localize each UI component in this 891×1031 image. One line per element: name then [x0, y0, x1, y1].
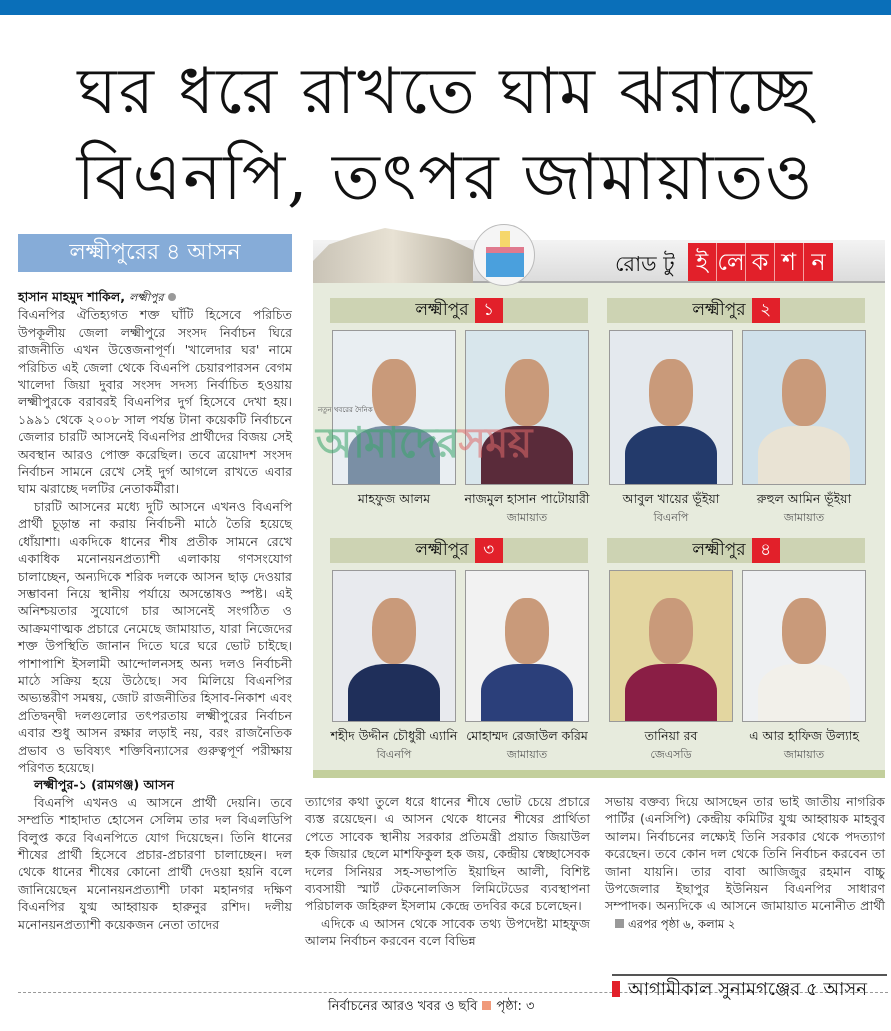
panel-bottom-strip: [313, 770, 885, 778]
candidate-name: মাহফুজ আলম: [357, 491, 431, 506]
candidate-party: জামায়াত: [506, 748, 548, 761]
seat-header-2: লক্ষ্মীপুর ২: [607, 298, 865, 323]
road-to-election-banner: [313, 240, 885, 283]
candidate-party: বিএনপি: [376, 748, 412, 761]
candidate-name: রুহুল আমিন ভূঁইয়া: [756, 491, 852, 506]
candidate-photo: [609, 330, 733, 485]
candidate-party: জেএসডি: [650, 748, 692, 761]
section-title: লক্ষ্মীপুরের ৪ আসন: [18, 234, 292, 272]
article-column-2: [305, 793, 590, 950]
candidate-photo: [332, 570, 456, 722]
red-marker-icon: [612, 981, 620, 997]
headline-line-2: বিএনপি, তৎপর জামায়াতও: [76, 141, 815, 215]
paragraph: বিএনপি এখনও এ আসনে প্রার্থী দেয়নি। তবে সম্প্রতি শাহাদাত হোসেন সেলিম তার দল বিএলডিপি বিলুপ্ত করে বিএনপিতে যোগ দিয়েছেন। তিনি ধানের শীষের প্রার্থী হিসেবে প্রচার-প্রচারণা চালাচ্ছেন। দল থেকে ধানের শীষের কোনো প্রার্থী দেওয়া হয়নি বলে জানিয়েছেন মনোনয়নপ্রত্যাশী ঢাকা মহানগর দক্ষিণ বিএনপির যুগ্ম আহ্বায়ক হারুনুর রশিদ। দলীয় মনোনয়নপ্রত্যাশী কয়েকজন নেতা তাদের: [18, 794, 292, 932]
top-color-bar: [0, 0, 891, 15]
letter: শ: [775, 243, 804, 281]
letter: ক: [746, 243, 775, 281]
watermark-tagline: নতুন খবরের দৈনিক: [318, 406, 373, 414]
paragraph: চারটি আসনের মধ্যে দুটি আসনে এখনও বিএনপি প্রার্থী চূড়ান্ত না করায় নির্বাচনী মাঠে তৈরি হয়েছে ধোঁয়াশা। একদিকে ধানের শীষ প্রতীক সামনে রেখে একাধিক মনোনয়নপ্রত্যাশী এলাকায় গণসংযোগ চালাচ্ছেন, অন্যদিকে শরিক দলকে আসন ছাড় দেওয়ার সম্ভাবনা নিয়ে স্থানীয় পর্যায়ে অসন্তোষও স্পষ্ট। এই অনিশ্চয়তার সুযোগে চার আসনেই সংগঠিত ও আক্রমণাত্মক প্রচারে নেমেছে জামায়াত, যারা নিজেদের শক্ত উপস্থিতি জানান দিতে ঘরে ঘরে ভোট চাইছে। পাশাপাশি ইসলামী আন্দোলনসহ অন্য দলও নির্বাচনী মাঠে সক্রিয় হয়ে উঠেছে। সব মিলিয়ে বিএনপির অভ্যন্তরীণ সমন্বয়, জোট রাজনীতির হিসাব-নিকাশ এবং প্রতিদ্বন্দ্বী দলগুলোর তৎপরতায় লক্ষ্মীপুরের নির্বাচন এবার শুধু আসন রক্ষার লড়াই নয়, বরং রাজনৈতিক প্রভাব ও ভবিষ্যৎ শক্তিবিন্যাসের গুরুত্বপূর্ণ পরীক্ষায় পরিণত হয়েছে।: [18, 498, 292, 775]
letter: লে: [717, 243, 746, 281]
footer-note: নির্বাচনের আরও খবর ও ছবি পৃষ্ঠা: ৩: [328, 999, 535, 1014]
candidate-party: বিএনপি: [653, 511, 689, 524]
seat-header-1: লক্ষ্মীপুর ১: [330, 298, 588, 323]
paragraph: বিএনপির ঐতিহ্যগত শক্ত ঘাঁটি হিসেবে পরিচিত উপকূলীয় জেলা লক্ষ্মীপুরে সংসদ নির্বাচন ঘিরে রাজনীতি এখন উত্তেজনাপূর্ণ। 'খালেদার ঘর' নামে পরিচিত এই জেলা থেকে বিএনপি চেয়ারপারসন বেগম খালেদা জিয়া দুবার সংসদ সদস্য নির্বাচিত হওয়ায় লক্ষ্মীপুরকে বরাবরই বিএনপির দুর্গ হিসেবে দেখা হয়। ১৯৯১ থেকে ২০০৮ সাল পর্যন্ত টানা কয়েকটি নির্বাচনে জেলার চারটি আসনেই বিএনপির প্রার্থীদের বিজয় সেই অবস্থান আরও পোক্ত করেছিল। তবে ত্রয়োদশ সংসদ নির্বাচন সামনে রেখে সেই দুর্গ আগলে রাখতে এবার ঘাম ঝরাচ্ছে দলটির নেতাকর্মীরা।: [18, 307, 292, 497]
candidate-name: শহীদ উদ্দীন চৌধুরী এ্যানি: [330, 728, 458, 743]
paragraph: ত্যাগের কথা তুলে ধরে ধানের শীষে ভোট চেয়ে প্রচারে ব্যস্ত রয়েছেন। এ আসন থেকে ধানের শীষের প্রার্থিতা পেতে সাবেক স্থানীয় সরকার প্রতিমন্ত্রী প্রয়াত জিয়াউল হক জিয়ার ছেলে মাশফিকুল হক জয়, কেন্দ্রীয় স্বেচ্ছাসেবক দলের সিনিয়র সহ-সভাপতি ইয়াছিন আলী, বিশিষ্ট ব্যবসায়ী স্মার্ট টেকনোলজিস লিমিটেডের ব্যবস্থাপনা পরিচালক জহিরুল ইসলাম কেন্দ্রে তদবির করে চলেছেন।: [305, 794, 590, 914]
seat-header-3: লক্ষ্মীপুর ৩: [330, 538, 588, 563]
paragraph: এদিকে এ আসন থেকে সাবেক তথ্য উপদেষ্টা মাহফুজ আলম নির্বাচন করবেন বলে বিভিন্ন: [305, 915, 590, 949]
candidate-name: আবুল খায়ের ভূঁইয়া: [622, 491, 720, 506]
byline-name: হাসান মাহমুদ শাকিল,: [18, 289, 126, 304]
subheading: লক্ষ্মীপুর-১ (রামগঞ্জ) আসন: [34, 777, 175, 793]
candidate-photo: [742, 570, 866, 722]
candidate-name: এ আর হাফিজ উল্যাহ: [749, 728, 859, 743]
letter: ই: [688, 243, 717, 281]
byline-place: লক্ষ্মীপুর: [129, 291, 164, 304]
tomorrow-teaser: আগামীকাল সুনামগঞ্জের ৫ আসন: [612, 974, 887, 1001]
banner-road-text: রোড টু: [615, 252, 675, 276]
ballot-box-icon: [473, 224, 535, 286]
parliament-building-image: [313, 228, 473, 283]
candidate-name: নাজমুল হাসান পাটোয়ারী: [464, 491, 590, 506]
candidate-photo: [609, 570, 733, 722]
newspaper-watermark-logo: আমাদেরসময়: [316, 418, 532, 467]
article-column-3: [605, 793, 885, 933]
continued-note: এরপর পৃষ্ঠা ৬, কলাম ২: [615, 916, 735, 933]
candidate-photo: [465, 570, 589, 722]
candidate-party: জামায়াত: [506, 511, 548, 524]
candidate-name: মোহাম্মদ রেজাউল করিম: [466, 728, 588, 743]
square-marker-icon: [482, 1001, 491, 1010]
candidate-party: জামায়াত: [783, 511, 825, 524]
banner-election-letters: [688, 243, 833, 281]
paragraph: সভায় বক্তব্য দিয়ে আসছেন তার ভাই জাতীয় নাগরিক পার্টির (এনসিপি) কেন্দ্রীয় কমিটির যুগ্ম আহ্বায়ক মাহবুব আলম। নির্বাচনের লক্ষ্যেই তিনি সরকার থেকে পদত্যাগ করেছেন। তবে কোন দল থেকে তিনি নির্বাচন করবেন তা জানা যায়নি। তার বাবা আজিজুর রহমান বাচ্চু উপজেলার ইছাপুর ইউনিয়ন বিএনপির সাধারণ সম্পাদক। অন্যদিকে এ আসনে জামায়াত মনোনীত প্রার্থী: [605, 794, 885, 914]
article-column-1: [18, 288, 292, 933]
headline-line-1: ঘর ধরে রাখতে ঘাম ঝরাচ্ছে: [77, 55, 814, 129]
candidate-party: জামায়াত: [783, 748, 825, 761]
candidate-photo: [742, 330, 866, 485]
bullet-dot-icon: [168, 293, 176, 301]
square-marker-icon: [615, 919, 624, 928]
seat-header-4: লক্ষ্মীপুর ৪: [607, 538, 865, 563]
letter: ন: [811, 248, 826, 276]
candidate-name: তানিয়া রব: [644, 728, 698, 743]
